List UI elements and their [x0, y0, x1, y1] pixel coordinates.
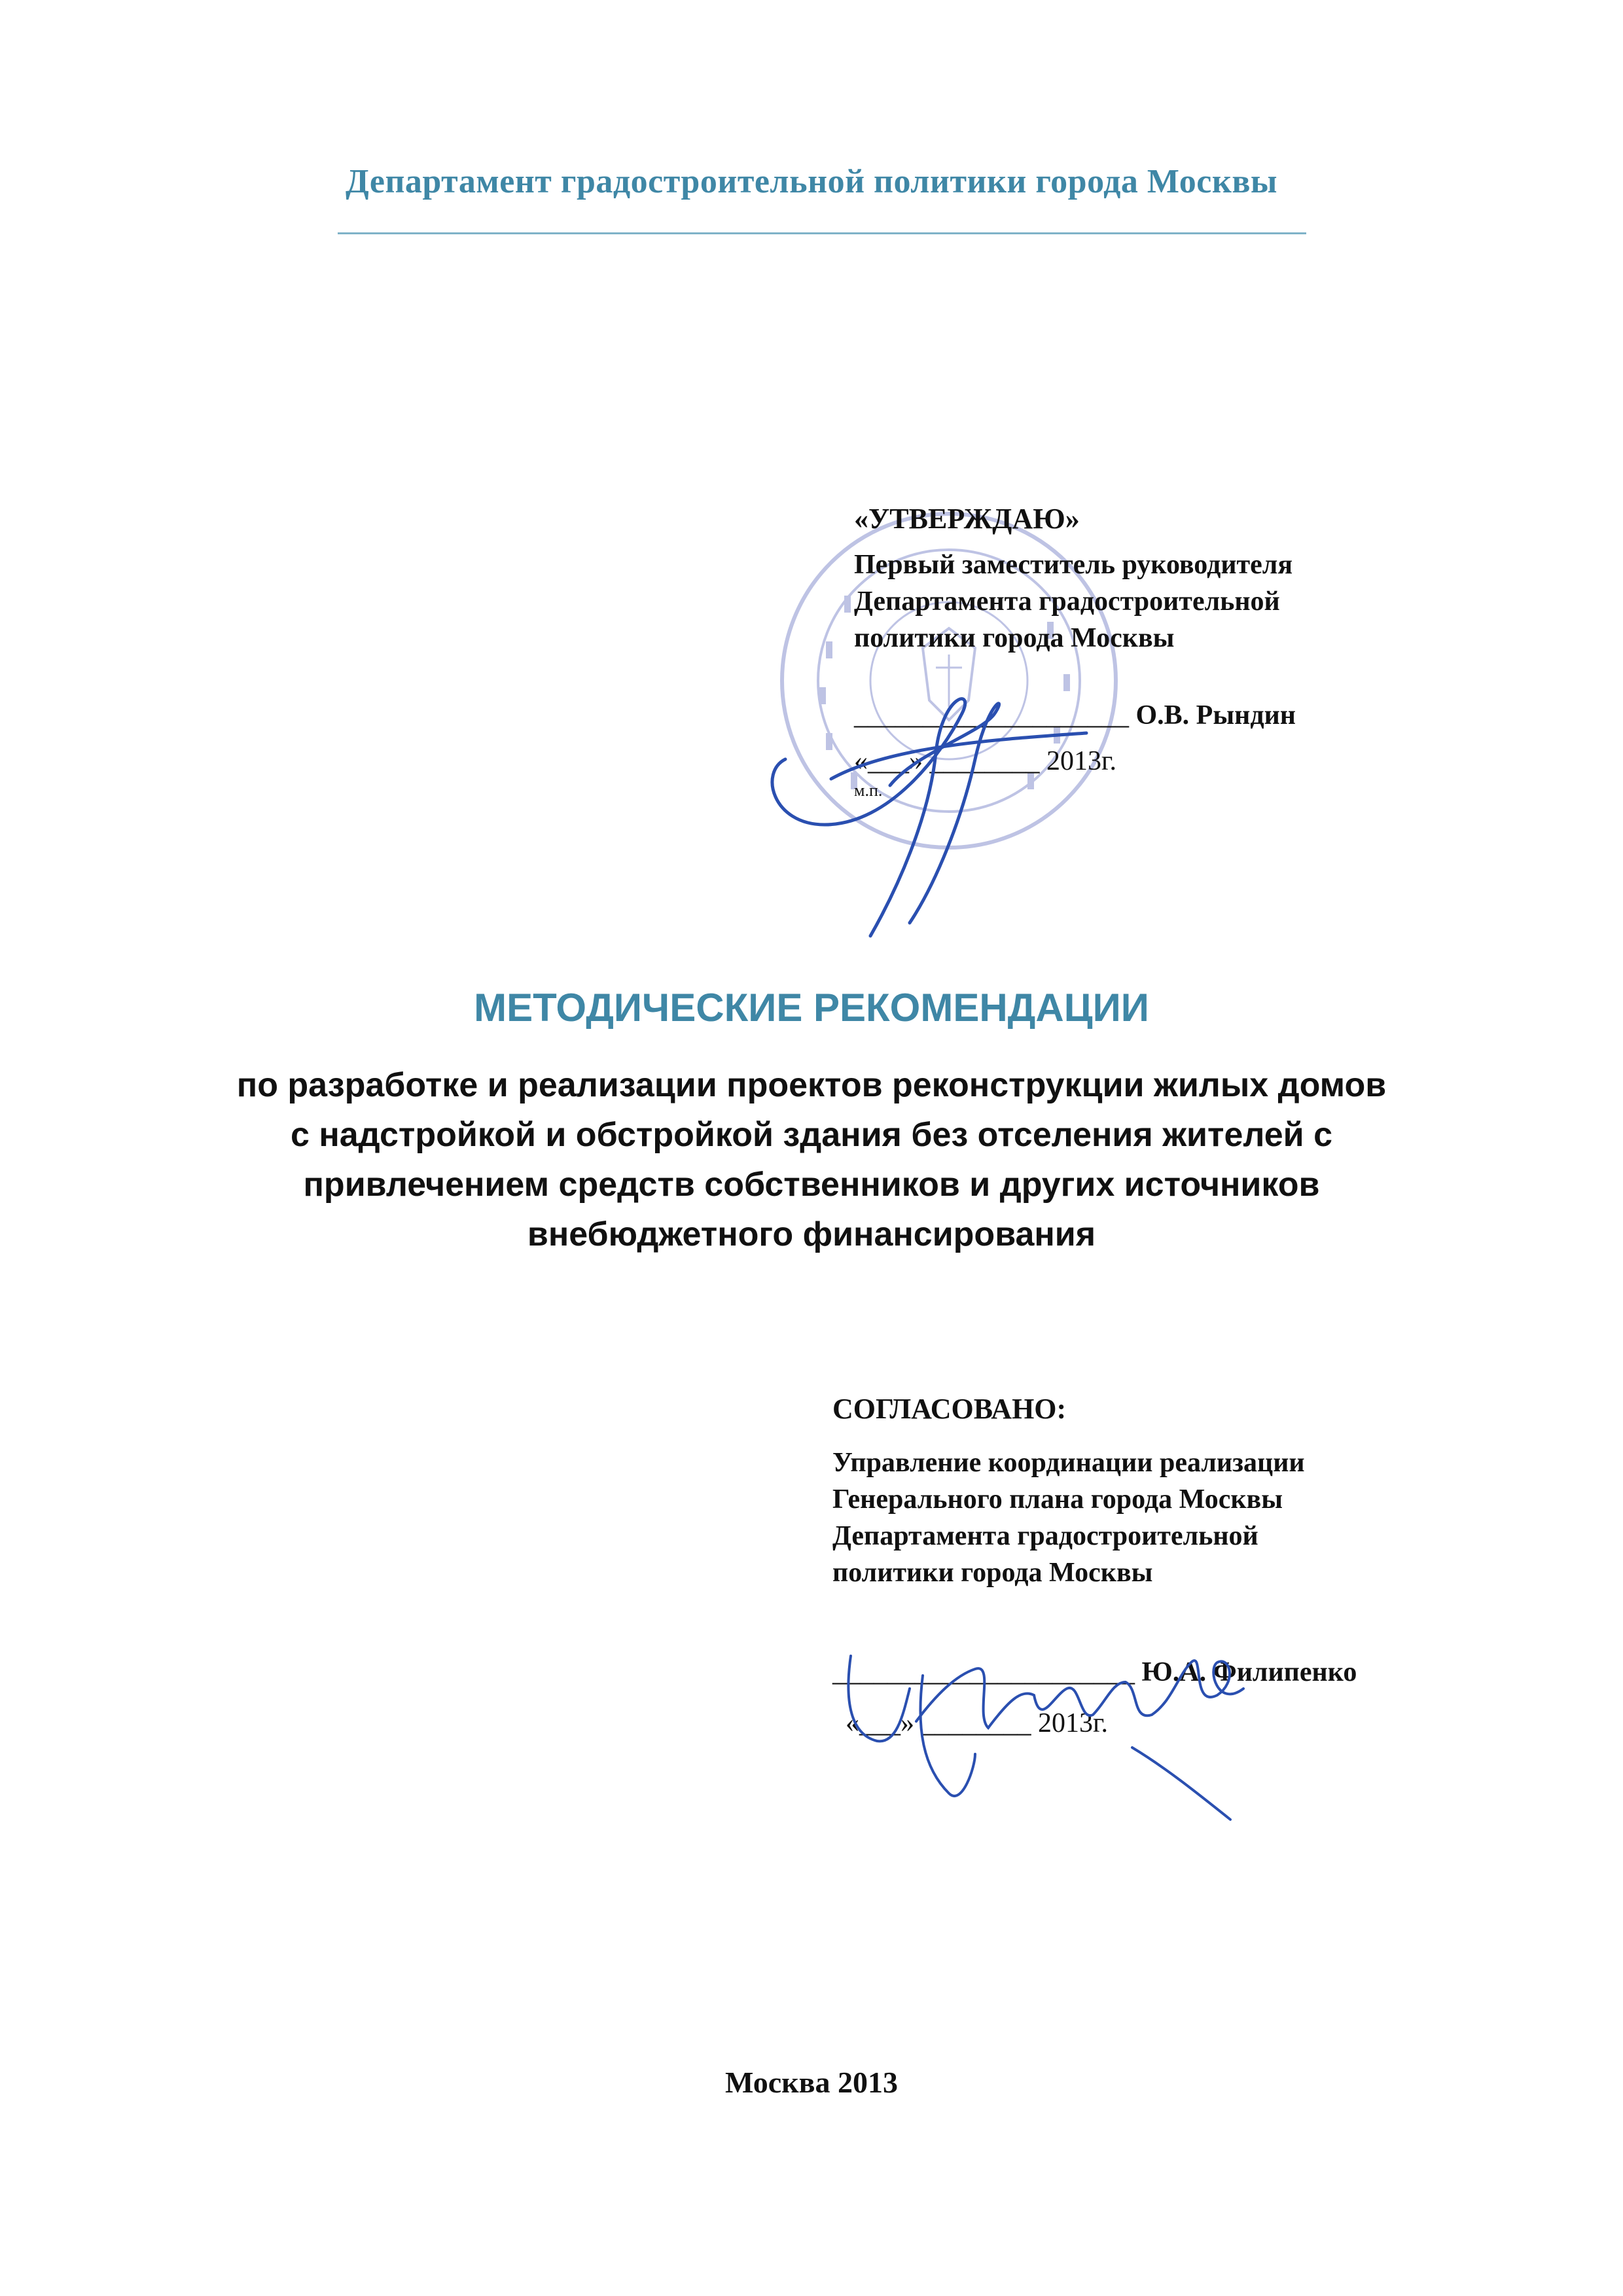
approval-date: «___» ________ 2013г.: [854, 746, 1116, 776]
subtitle-line: внебюджетного финансирования: [527, 1215, 1096, 1253]
approval-position-line: Департамента градостроительной: [854, 586, 1280, 617]
document-subtitle: [131, 1060, 1492, 1259]
approval-position-line: политики города Москвы: [854, 623, 1175, 653]
footer-city-year: Москва 2013: [724, 2066, 899, 2099]
agreement-date: «___» ________ 2013г.: [846, 1708, 1108, 1738]
header-divider: [338, 232, 1306, 234]
agreement-department-line: Управление координации реализации: [832, 1448, 1305, 1478]
approval-position-line: Первый заместитель руководителя: [854, 550, 1293, 580]
organization-header: Департамент градостроительной политики города Москвы: [345, 163, 1278, 200]
agreement-department-line: Департамента градостроительной: [832, 1521, 1258, 1551]
subtitle-line: с надстройкой и обстройкой здания без отселения жителей с: [290, 1116, 1333, 1154]
document-title: МЕТОДИЧЕСКИЕ РЕКОМЕНДАЦИИ: [474, 986, 1149, 1030]
signature-rynidin-icon: [746, 674, 1113, 949]
agreement-department-line: политики города Москвы: [832, 1558, 1153, 1588]
seal-note: м.п.: [854, 781, 883, 800]
approval-signature-line: ____________________: [854, 700, 1129, 730]
agreement-heading: СОГЛАСОВАНО:: [832, 1393, 1067, 1425]
subtitle-line: привлечением средств собственников и других источников: [303, 1166, 1320, 1204]
approval-signatory: О.В. Рындин: [1135, 700, 1296, 730]
agreement-signatory: Ю.А. Филипенко: [1141, 1657, 1357, 1687]
subtitle-line: по разработке и реализации проектов реконструкции жилых домов: [236, 1066, 1387, 1104]
signature-filipenko-icon: [825, 1597, 1270, 1833]
agreement-signature-line: ______________________: [832, 1657, 1135, 1687]
approval-heading: «УТВЕРЖДАЮ»: [854, 503, 1080, 535]
agreement-department-line: Генерального плана города Москвы: [832, 1484, 1283, 1515]
